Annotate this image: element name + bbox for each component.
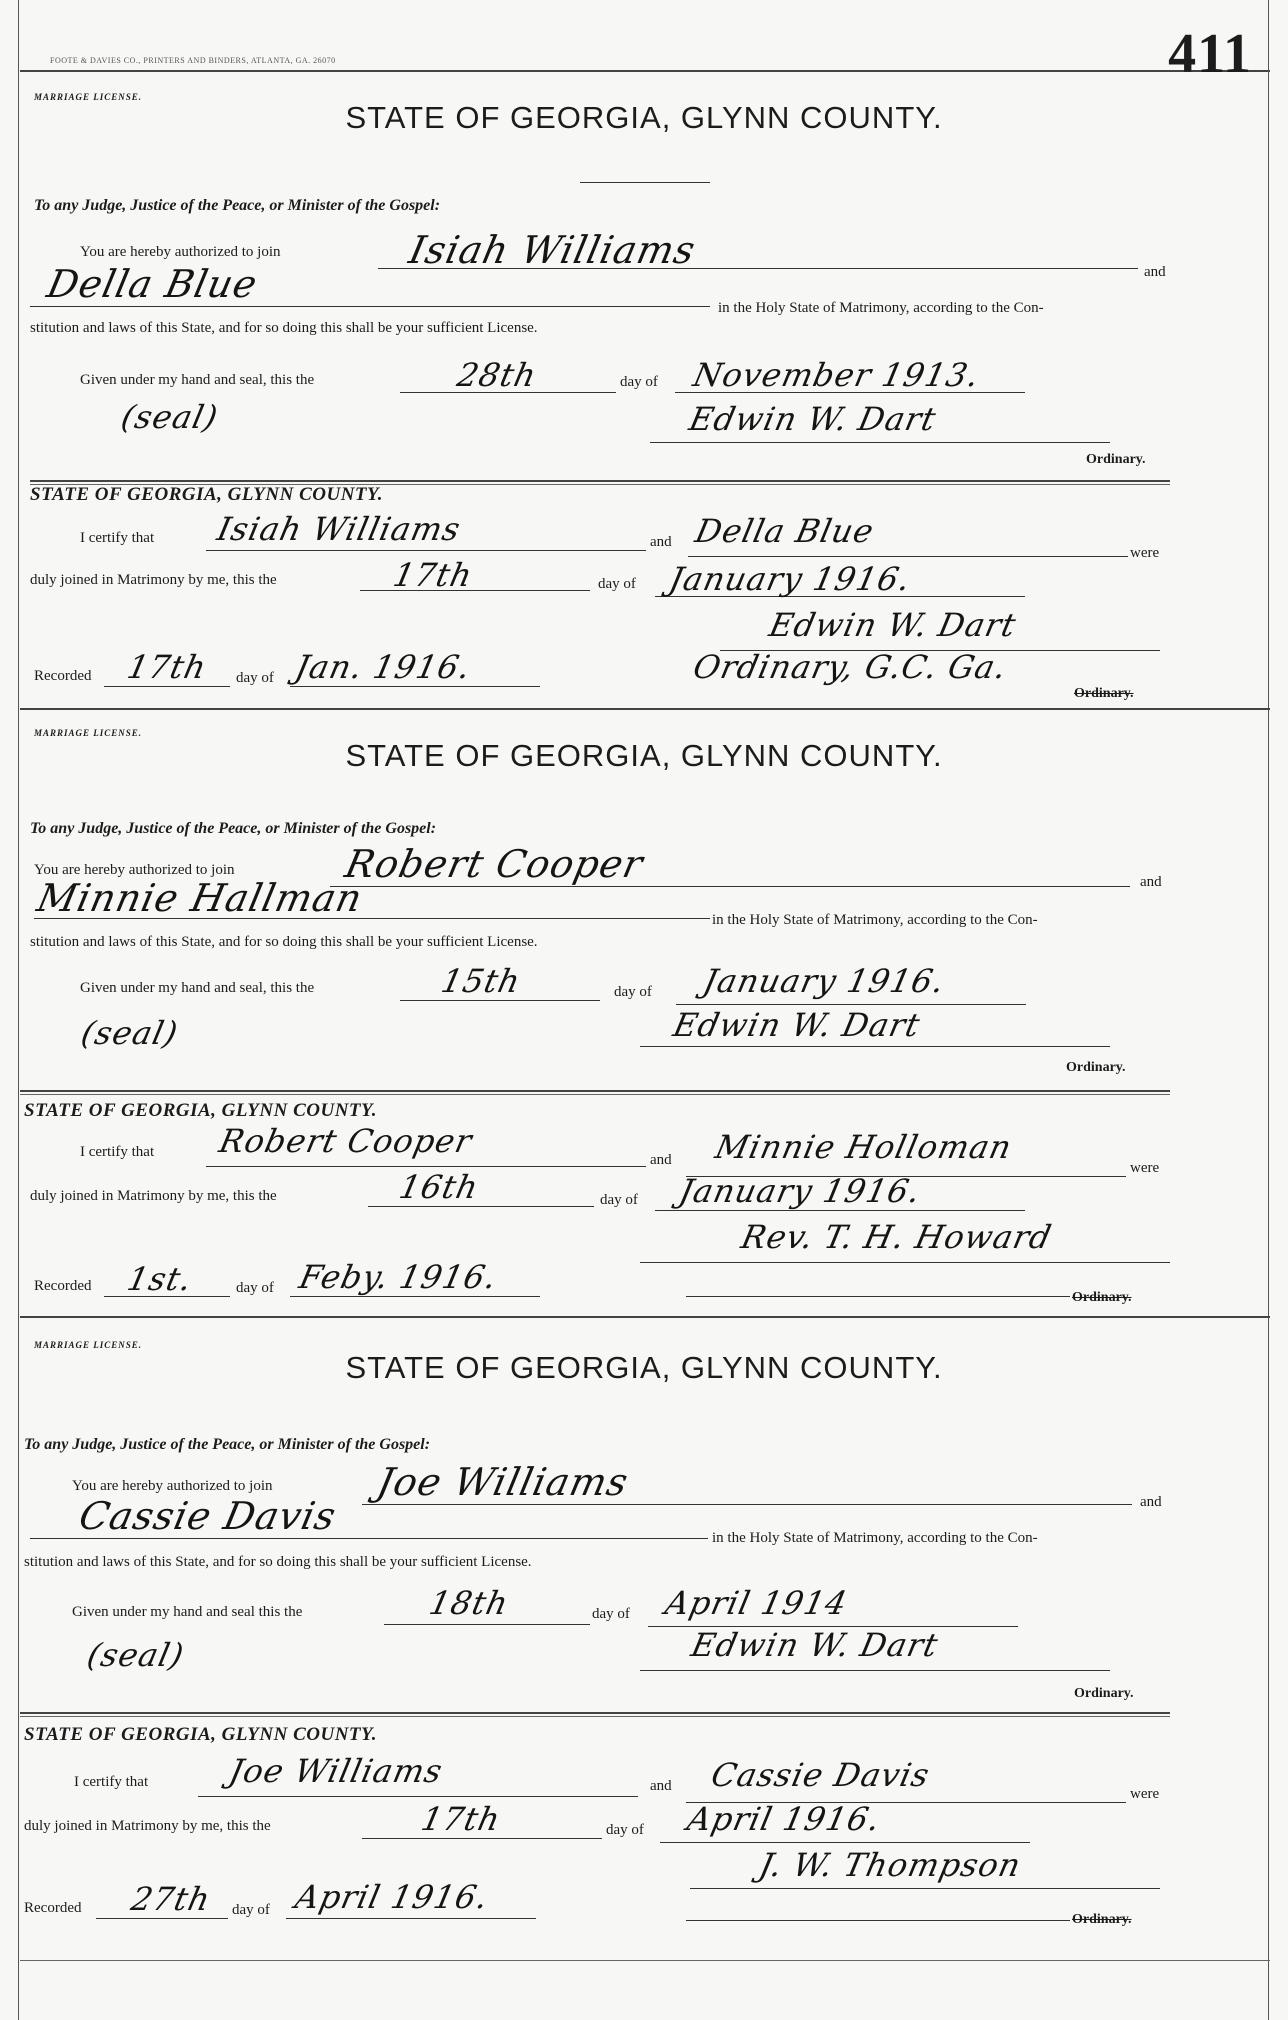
recorded-text: Recorded: [24, 1900, 82, 1916]
license-day: 15th: [437, 962, 525, 1000]
license-signer-line: [640, 1670, 1110, 1671]
given-text: Given under my hand and seal, this the: [80, 980, 315, 996]
marriage-month-year: April 1916.: [683, 1800, 885, 1838]
cert-bride-line: [688, 556, 1128, 557]
recorded-day-of: day of: [236, 670, 274, 686]
license-label: MARRIAGE LICENSE.: [34, 92, 143, 102]
recorder: Ordinary, G.C. Ga.: [689, 648, 1011, 686]
bride-line: [30, 306, 710, 307]
page-number: 411: [1168, 23, 1252, 85]
divider-thin: [20, 1716, 1170, 1717]
recorded-month-year: Jan. 1916.: [291, 648, 475, 686]
recorded-ordinary-label: Ordinary.: [1072, 1290, 1132, 1305]
bottom-rule: [20, 1960, 1270, 1961]
license-signer-line: [640, 1046, 1110, 1047]
license-day-line: [384, 1624, 590, 1625]
cert-and-text: and: [650, 1778, 672, 1794]
groom-line: [362, 1504, 1132, 1505]
given-text: Given under my hand and seal, this the: [80, 372, 315, 388]
license-day: 28th: [453, 356, 541, 394]
marriage-day: 17th: [417, 1800, 505, 1838]
certify-text: I certify that: [74, 1774, 149, 1790]
recorded-ordinary-label: Ordinary.: [1074, 686, 1134, 701]
license-signer-line: [650, 442, 1110, 443]
cert-groom: Robert Cooper: [215, 1122, 476, 1160]
groom-name: Joe Williams: [373, 1460, 633, 1504]
license-title: STATE OF GEORGIA, GLYNN COUNTY.: [345, 1350, 943, 1385]
license-title: STATE OF GEORGIA, GLYNN COUNTY.: [345, 100, 943, 135]
recorded-text: Recorded: [34, 668, 92, 684]
marriage-month-line: [660, 1842, 1030, 1843]
officiant: J. W. Thompson: [755, 1846, 1025, 1884]
recorder-line: [686, 1920, 1070, 1921]
marriage-month-year: January 1916.: [675, 1172, 925, 1210]
constitution-text: stitution and laws of this State, and for so doing this shall be your sufficient License.: [24, 1554, 532, 1570]
duly-text: duly joined in Matrimony by me, this the: [30, 1188, 277, 1204]
recorded-month-line: [290, 686, 540, 687]
cert-groom-line: [206, 1166, 646, 1167]
duly-text: duly joined in Matrimony by me, this the: [24, 1818, 271, 1834]
recorded-month-year: April 1916.: [291, 1878, 493, 1916]
and-text: and: [1140, 874, 1162, 890]
license-label: MARRIAGE LICENSE.: [34, 1340, 143, 1350]
cert-bride: Cassie Davis: [707, 1756, 934, 1794]
cert-groom: Joe Williams: [225, 1752, 447, 1790]
cert-groom: Isiah Williams: [213, 510, 465, 548]
ordinary-label: Ordinary.: [1086, 452, 1146, 467]
seal-mark: (seal): [83, 1636, 188, 1674]
recorded-month-year: Feby. 1916.: [295, 1258, 501, 1296]
cert-bride: Minnie Holloman: [711, 1128, 1016, 1166]
section-divider-2: [20, 1316, 1270, 1318]
bride-name: Della Blue: [43, 262, 262, 306]
marriage-day-line: [368, 1206, 594, 1207]
constitution-text: stitution and laws of this State, and for so doing this shall be your sufficient License.: [30, 320, 538, 336]
address-line: To any Judge, Justice of the Peace, or Minister of the Gospel:: [30, 820, 437, 837]
and-text: and: [1140, 1494, 1162, 1510]
right-border: [1268, 0, 1269, 2020]
seal-mark: (seal): [77, 1014, 182, 1052]
certify-text: I certify that: [80, 530, 155, 546]
license-title: STATE OF GEORGIA, GLYNN COUNTY.: [345, 738, 943, 773]
license-day-line: [400, 1000, 600, 1001]
cert-day-of: day of: [600, 1192, 638, 1208]
bride-name: Cassie Davis: [75, 1494, 341, 1538]
marriage-month-line: [655, 1210, 1025, 1211]
recorded-month-line: [290, 1296, 540, 1297]
cert-day-of: day of: [598, 576, 636, 592]
marriage-day: 17th: [389, 556, 477, 594]
recorded-day: 1st.: [123, 1260, 196, 1298]
left-border: [18, 0, 19, 2020]
groom-name: Isiah Williams: [405, 228, 700, 272]
divider: [30, 480, 1170, 482]
certificate-header: STATE OF GEORGIA, GLYNN COUNTY.: [30, 484, 383, 505]
groom-line: [330, 886, 1130, 887]
authorized-text: You are hereby authorized to join: [72, 1478, 273, 1494]
recorded-day: 17th: [123, 648, 211, 686]
seal-mark: (seal): [117, 398, 222, 436]
marriage-month-year: January 1916.: [665, 560, 915, 598]
cert-bride: Della Blue: [691, 512, 878, 550]
divider: [20, 1090, 1170, 1092]
officiant-line: [640, 1262, 1170, 1263]
authorized-text: You are hereby authorized to join: [80, 244, 281, 260]
top-border: [20, 70, 1270, 72]
officiant-line: [690, 1888, 1160, 1889]
day-of-text: day of: [592, 1606, 630, 1622]
license-month-line: [676, 1004, 1026, 1005]
section-divider-1: [20, 708, 1270, 710]
were-text: were: [1130, 1160, 1160, 1176]
license-signer: Edwin W. Dart: [669, 1006, 924, 1044]
license-month-year: January 1916.: [699, 962, 949, 1000]
marriage-day: 16th: [395, 1168, 483, 1206]
license-label: MARRIAGE LICENSE.: [34, 728, 143, 738]
recorded-month-line: [286, 1918, 536, 1919]
and-text: and: [1144, 264, 1166, 280]
license-signer: Edwin W. Dart: [687, 1626, 942, 1664]
bride-line: [30, 1538, 708, 1539]
license-day: 18th: [425, 1584, 513, 1622]
license-month-year: April 1914: [661, 1584, 852, 1622]
divider: [20, 1712, 1170, 1714]
divider-thin: [20, 1094, 1170, 1095]
cert-day-of: day of: [606, 1822, 644, 1838]
holy-state-text: in the Holy State of Matrimony, according to the Con-: [712, 912, 1038, 928]
ordinary-label: Ordinary.: [1074, 1686, 1134, 1701]
groom-name: Robert Cooper: [341, 842, 648, 886]
recorder-line: [686, 1296, 1070, 1297]
address-line: To any Judge, Justice of the Peace, or Minister of the Gospel:: [34, 197, 441, 214]
officiant: Rev. T. H. Howard: [737, 1218, 1056, 1256]
cert-groom-line: [206, 550, 646, 551]
duly-text: duly joined in Matrimony by me, this the: [30, 572, 277, 588]
day-of-text: day of: [614, 984, 652, 1000]
were-text: were: [1130, 1786, 1160, 1802]
title-rule: [580, 182, 710, 183]
certify-text: I certify that: [80, 1144, 155, 1160]
cert-and-text: and: [650, 534, 672, 550]
recorded-day-line: [96, 1918, 228, 1919]
license-signer: Edwin W. Dart: [685, 400, 940, 438]
bride-name: Minnie Hallman: [33, 876, 367, 920]
were-text: were: [1130, 545, 1160, 561]
authorized-text: You are hereby authorized to join: [34, 862, 235, 878]
recorded-day-of: day of: [236, 1280, 274, 1296]
day-of-text: day of: [620, 374, 658, 390]
recorded-day-line: [104, 686, 230, 687]
address-line: To any Judge, Justice of the Peace, or Minister of the Gospel:: [24, 1436, 431, 1453]
license-month-year: November 1913.: [689, 356, 984, 394]
holy-state-text: in the Holy State of Matrimony, according to the Con-: [718, 300, 1044, 316]
ordinary-label: Ordinary.: [1066, 1060, 1126, 1075]
officiant: Edwin W. Dart: [765, 606, 1020, 644]
recorded-day-of: day of: [232, 1902, 270, 1918]
cert-groom-line: [198, 1796, 638, 1797]
recorded-text: Recorded: [34, 1278, 92, 1294]
marriage-day-line: [362, 1838, 602, 1839]
printer-imprint: FOOTE & DAVIES CO., PRINTERS AND BINDERS, ATLANTA, GA. 26070: [50, 56, 336, 65]
holy-state-text: in the Holy State of Matrimony, according to the Con-: [712, 1530, 1038, 1546]
certificate-header: STATE OF GEORGIA, GLYNN COUNTY.: [24, 1724, 377, 1745]
recorded-day: 27th: [127, 1880, 215, 1918]
cert-and-text: and: [650, 1152, 672, 1168]
constitution-text: stitution and laws of this State, and for so doing this shall be your sufficient License.: [30, 934, 538, 950]
recorded-ordinary-label: Ordinary.: [1072, 1912, 1132, 1927]
certificate-header: STATE OF GEORGIA, GLYNN COUNTY.: [24, 1100, 377, 1121]
given-text: Given under my hand and seal this the: [72, 1604, 303, 1620]
